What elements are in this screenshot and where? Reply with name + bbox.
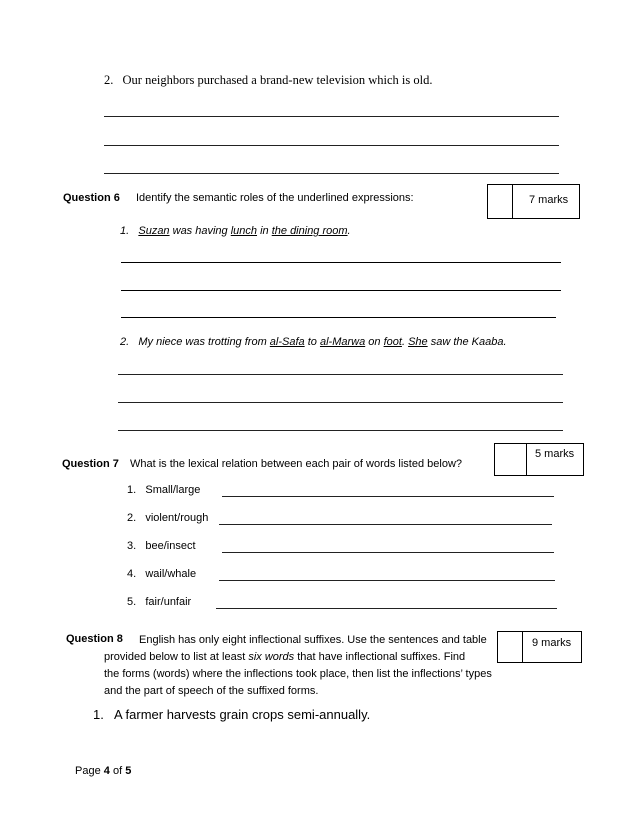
q6-item2-number: 2.	[120, 336, 130, 348]
answer-line[interactable]	[219, 580, 555, 581]
sentence-text: .	[401, 336, 409, 348]
q8-item1	[93, 707, 370, 722]
question-8-prompt-line4: and the part of speech of the suffixed forms.	[104, 685, 319, 697]
sentence-text: was having	[172, 225, 228, 237]
prompt-emphasis: six words	[248, 651, 295, 663]
underlined-expression: the dining room	[271, 225, 348, 237]
question-8-label: Question 8	[66, 633, 123, 645]
sentence-text: in	[260, 225, 269, 237]
underlined-expression: lunch	[230, 225, 258, 237]
q6-item1	[120, 225, 351, 237]
underlined-expression: She	[408, 336, 428, 348]
answer-line[interactable]	[118, 430, 563, 431]
pair-words: wail/whale	[145, 568, 197, 580]
prompt-text: provided below to list at least	[104, 651, 249, 663]
q5-item2	[104, 73, 433, 88]
underlined-expression: Suzan	[138, 225, 170, 237]
sentence-text: to	[307, 336, 317, 348]
q8-marks-cell	[523, 632, 581, 662]
answer-line[interactable]	[104, 116, 559, 117]
prompt-text: that have inflectional suffixes. Find	[294, 651, 466, 663]
sentence-text: saw the Kaaba.	[430, 336, 507, 348]
q7-pair-1	[127, 484, 200, 496]
page-footer	[75, 765, 131, 777]
pair-words: bee/insect	[145, 540, 196, 552]
pair-words: violent/rough	[145, 512, 209, 524]
q6-marks: 7 marks	[529, 194, 569, 206]
pair-number: 4.	[127, 568, 137, 580]
q8-marks-box	[497, 631, 582, 663]
answer-line[interactable]	[118, 402, 563, 403]
q5-item2-number: 2.	[104, 73, 114, 87]
q7-marks-cell	[527, 444, 583, 475]
footer-of-word: of	[112, 765, 123, 777]
q5-item2-text: Our neighbors purchased a brand-new television which is old.	[122, 73, 433, 87]
pair-words: Small/large	[145, 484, 201, 496]
item-sentence: A farmer harvests grain crops semi-annually.	[113, 707, 371, 722]
q6-marks-box	[487, 184, 580, 219]
sentence-text: My niece was trotting from	[138, 336, 267, 348]
question-8-prompt-line3: the forms (words) where the inflections took place, then list the inflections’ types	[104, 668, 492, 680]
q6-score-cell[interactable]	[488, 185, 513, 218]
q7-pair-3	[127, 540, 196, 552]
pair-number: 5.	[127, 596, 137, 608]
sentence-text: .	[347, 225, 351, 237]
q7-marks: 5 marks	[535, 448, 575, 460]
sentence-text: on	[368, 336, 381, 348]
pair-number: 1.	[127, 484, 137, 496]
q6-item1-number: 1.	[120, 225, 130, 237]
underlined-expression: al-Safa	[269, 336, 305, 348]
q6-item2	[120, 336, 507, 348]
q7-pair-5	[127, 596, 191, 608]
q7-marks-box	[494, 443, 584, 476]
question-6-prompt: Identify the semantic roles of the underlined expressions:	[136, 192, 414, 204]
answer-line[interactable]	[222, 496, 554, 497]
answer-line[interactable]	[216, 608, 557, 609]
q7-pair-4	[127, 568, 196, 580]
pair-words: fair/unfair	[145, 596, 192, 608]
pair-number: 2.	[127, 512, 137, 524]
pair-number: 3.	[127, 540, 137, 552]
answer-line[interactable]	[219, 524, 552, 525]
q7-score-cell[interactable]	[495, 444, 527, 475]
question-7-prompt: What is the lexical relation between each pair of words listed below?	[130, 458, 463, 470]
q7-pair-2	[127, 512, 208, 524]
answer-line[interactable]	[104, 145, 559, 146]
answer-line[interactable]	[121, 317, 556, 318]
underlined-expression: foot	[383, 336, 402, 348]
footer-page-word: Page	[75, 765, 101, 777]
answer-line[interactable]	[118, 374, 563, 375]
item-number: 1.	[93, 707, 104, 722]
underlined-expression: al-Marwa	[319, 336, 366, 348]
question-8-prompt-line2	[104, 649, 465, 666]
q8-score-cell[interactable]	[498, 632, 523, 662]
q6-marks-cell	[513, 185, 579, 218]
answer-line[interactable]	[222, 552, 554, 553]
question-8-prompt-line1: English has only eight inflectional suffixes. Use the sentences and table	[139, 634, 487, 646]
answer-line[interactable]	[121, 290, 561, 291]
footer-current-page: 4	[103, 765, 110, 777]
answer-line[interactable]	[121, 262, 561, 263]
footer-total-pages: 5	[125, 765, 132, 777]
q8-marks: 9 marks	[532, 637, 572, 649]
question-6-label: Question 6	[63, 192, 120, 204]
answer-line[interactable]	[104, 173, 559, 174]
question-7-label: Question 7	[62, 458, 119, 470]
